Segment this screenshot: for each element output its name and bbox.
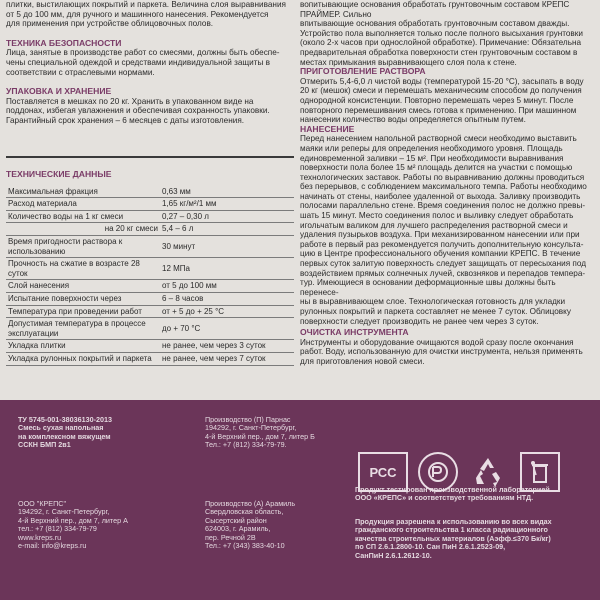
- text-line: по СП 2.6.1.2800-10. Сан ПиН 2.6.1.2523-09,: [355, 542, 506, 552]
- text-line: для применения при устройстве облицовочных полов.: [6, 19, 214, 29]
- text-line: СанПиН 2.6.1.2612-10.: [355, 550, 432, 560]
- text-line: единовременной заливки – 15 м². При необходимости выравнивания: [300, 153, 564, 163]
- tech-label: Слой нанесения: [6, 280, 160, 293]
- packing-title: УПАКОВКА И ХРАНЕНИЕ: [6, 86, 112, 97]
- text-line: маяки или реперы для определения необходимого уровня. Площадь: [300, 143, 563, 153]
- section-divider: [6, 156, 294, 158]
- tech-value: 30 минут: [160, 235, 294, 257]
- tech-label: Укладка рулонных покрытий и паркета: [6, 352, 160, 365]
- tech-label: на 20 кг смеси: [6, 223, 160, 236]
- text-line: поверхности пола более 15 м² площадь делится на участки с помощью: [300, 163, 573, 173]
- text-line: соответствии с отраслевыми нормами.: [6, 67, 155, 77]
- text-line: Смесь сухая напольная: [18, 423, 104, 433]
- tech-value: от + 5 до + 25 °С: [160, 305, 294, 318]
- tech-value: 0,63 мм: [160, 186, 294, 198]
- tech-label: Температура при проведении работ: [6, 305, 160, 318]
- text-line: Лица, занятые в производстве работ со смесями, должны быть обеспе-: [6, 48, 280, 58]
- text-line: Продукция разрешена к использованию во всех видах: [355, 517, 552, 526]
- apply-text: [300, 134, 594, 326]
- intro-text: [6, 0, 294, 29]
- tech-label: Укладка плитки: [6, 340, 160, 353]
- tech-value: от 5 до 100 мм: [160, 280, 294, 293]
- text-line: предварительная обработка поверхности стен грунтовочным составом в: [300, 47, 578, 57]
- text-line: Продукт тестирован производственной лабораторией: [355, 485, 550, 494]
- text-line: повторного перемешивания смесь готова к применению. При машинном: [300, 105, 577, 115]
- text-line: Отмерить 5,4-6,0 л чистой воды (температурой 15-20 °С), засыпать в воду: [300, 76, 584, 86]
- text-line: ООО «КРЕПС» и соответствует требованиям НТД.: [355, 493, 534, 503]
- text-line: Поставляется в мешках по 20 кг. Хранить в упакованном виде на: [6, 96, 254, 106]
- text-line: ТУ 5745-001-38036130-2013: [18, 415, 112, 424]
- pcc-cert-logo: [358, 452, 408, 492]
- text-line: без перерывов, с соблюдением максимального темпа. Работы необходимо: [300, 182, 587, 192]
- tech-value: 1,65 кг/м²/1 мм: [160, 198, 294, 211]
- tech-row: [6, 280, 294, 293]
- text-line: тел.: +7 (812) 334-79-79: [18, 524, 97, 534]
- tech-label: Прочность на сжатие в возрасте 28 суток: [6, 258, 160, 280]
- text-line: 4-й Верхний пер., дом 7, литер Б: [205, 431, 315, 441]
- tech-label: Допустимая температура в процессе эксплуатации: [6, 318, 160, 340]
- tech-label: Максимальная фракция: [6, 186, 160, 198]
- text-line: 194292, г. Санкт-Петербург,: [205, 423, 297, 433]
- production-parnas: [205, 416, 345, 450]
- text-line: чены специальной одеждой и средствами индивидуальной защиты в: [6, 57, 270, 67]
- tech-value: 0,27 – 0,30 л: [160, 210, 294, 223]
- text-line: на комплексном вяжущем: [18, 431, 111, 441]
- text-line: ООО "КРЕПС": [18, 499, 67, 508]
- text-line: 20 кг (мешок) смеси и перемешать механическим способом до получения: [300, 86, 582, 96]
- tech-title: ТЕХНИЧЕСКИЕ ДАННЫЕ: [6, 169, 112, 179]
- clean-text: [300, 338, 594, 367]
- text-line: ССКН БМП 2в1: [18, 440, 71, 450]
- text-line: Тел.: +7 (812) 334-79-79.: [205, 440, 287, 450]
- tech-row: [6, 210, 294, 223]
- text-line: ны в выравнивающем слое. Технологическая готовность для укладки: [300, 297, 566, 307]
- rst-symbol-icon: [425, 459, 451, 485]
- tech-label: Испытание поверхности через: [6, 292, 160, 305]
- text-line: гражданского строительства 1 класса радиационного: [355, 525, 548, 535]
- tech-value: не ранее, чем через 7 суток: [160, 352, 294, 365]
- tech-label: Количество воды на 1 кг смеси: [6, 210, 160, 223]
- text-line: Тел.: +7 (343) 383-40-10: [205, 541, 285, 551]
- pcc-logo-text: РСС: [369, 464, 397, 480]
- safety-title: ТЕХНИКА БЕЗОПАСНОСТИ: [6, 37, 122, 48]
- text-line: игольчатым валиком для лучшего распределения растворной смеси и: [300, 220, 568, 230]
- right-column: [300, 0, 594, 367]
- company-block: [18, 500, 128, 550]
- text-line: вопитывающие основания обработать грунтовочным составом КРЕПС ПРАЙМЕР. Сильно: [300, 0, 570, 19]
- text-line: от 5 до 100 мм, для ручного и машинного нанесения. Рекомендуется: [6, 9, 269, 19]
- safety-text: [6, 48, 294, 77]
- text-line: e-mail: info@kreps.ru: [18, 541, 87, 551]
- left-column: [6, 0, 294, 126]
- text-line: 194292, г. Санкт-Петербург,: [18, 507, 110, 517]
- text-line: впитывающие основания обработать грунтовочным составом дважды.: [300, 19, 570, 29]
- tech-label: Время пригодности раствора к использованию: [6, 235, 160, 257]
- text-line: качества строительных материалов (Аэфф.≤370 Бк/кг): [355, 533, 551, 543]
- tech-row: [6, 186, 294, 198]
- tech-section: [6, 170, 294, 366]
- tech-row: [6, 305, 294, 318]
- tech-table: [6, 186, 294, 366]
- recycle-icon: [468, 452, 508, 492]
- text-line: технологических заставок. Работы по выравниванию должны проводиться: [300, 172, 585, 182]
- text-line: Свердловская область,: [205, 507, 284, 517]
- text-line: поддонах, избегая увлажнения и обеспечивая сохранность упаковки.: [6, 106, 270, 116]
- tech-row: [6, 198, 294, 211]
- production-aramil: [205, 500, 345, 550]
- text-line: цию в Центре профессионального обучения компании КРЕПС. В течение: [300, 249, 581, 259]
- tech-value: не ранее, чем через 3 суток: [160, 340, 294, 353]
- trash-bin-icon: [520, 452, 560, 492]
- mix-text: [300, 77, 594, 125]
- text-line: работе в первый раз рекомендуется получить дополнительную консульта-: [300, 239, 584, 249]
- clean-title: ОЧИСТКА ИНСТРУМЕНТА: [300, 327, 409, 338]
- rst-cert-icon: [418, 452, 458, 492]
- text-line: (около 2-х часов при однослойной обработке). Примечание: Обязательна: [300, 38, 582, 48]
- text-line: однородной консистенции. Повторно перемешать через 5 минут. После: [300, 95, 574, 105]
- tech-label: Расход материала: [6, 198, 160, 211]
- text-line: работ. Воду, использованную для очистки инструмента, нельзя применять: [300, 347, 583, 357]
- text-line: нанесении количество воды определяется опытным путем.: [300, 115, 526, 125]
- permit-statement: [355, 518, 600, 560]
- tech-value: 5,4 – 6 л: [160, 223, 294, 236]
- text-line: Устройство пола выполняется только после полного высыхания грунтовки: [300, 28, 583, 38]
- tech-row: [6, 223, 294, 236]
- text-line: Сысертский район: [205, 515, 267, 525]
- bottom-band: [0, 400, 600, 600]
- text-line: Производство (А) Арамиль: [205, 499, 296, 508]
- preparation-text: [300, 0, 594, 67]
- packing-text: [6, 97, 294, 126]
- text-line: удаления пузырьков воздуха. При механизированном нанесении или при: [300, 230, 580, 240]
- tech-row: [6, 318, 294, 340]
- text-line: Производство (П) Парнас: [205, 415, 291, 424]
- tech-value: до + 70 °С: [160, 318, 294, 340]
- text-line: полосами параллельно стене. Время соединения полос не должно превы-: [300, 201, 586, 211]
- text-line: 624003, г. Арамиль,: [205, 524, 271, 534]
- text-line: поверхности следует производить не ранее чем через 3 суток.: [300, 316, 539, 326]
- apply-title: НАНЕСЕНИЕ: [300, 123, 355, 134]
- tech-row: [6, 258, 294, 280]
- mix-title: ПРИГОТОВЛЕНИЕ РАСТВОРА: [300, 66, 426, 77]
- text-line: шать 15 минут. Место соединения полос и выливку следует обработать: [300, 211, 574, 221]
- tech-row: [6, 352, 294, 365]
- text-line: тур. Имеющиеся в основании деформационные швы должны быть перенесе-: [300, 278, 556, 297]
- text-line: местах примыкания выравнивающего слоя пола к стене.: [300, 57, 517, 67]
- tech-row: [6, 340, 294, 353]
- text-line: пер. Речной 2В: [205, 532, 256, 542]
- tech-row: [6, 292, 294, 305]
- text-line: воздействием прямых солнечных лучей, сквозняков и перепадов темпера-: [300, 268, 586, 278]
- tech-value: 6 – 8 часов: [160, 292, 294, 305]
- text-line: www.kreps.ru: [18, 532, 62, 542]
- text-line: первых суток залитую поверхность следует защищать от пересыхания под: [300, 259, 586, 269]
- tech-row: [6, 235, 294, 257]
- text-line: начинать от стены, наиболее удаленной от выхода. Заливку производить: [300, 191, 581, 201]
- text-line: Инструменты и оборудование очищаются водой сразу после окончания: [300, 337, 574, 347]
- text-line: для приготовления новой смеси.: [300, 356, 425, 366]
- text-line: рулонных покрытий и паркета составляет не менее 7 суток. Облицовку: [300, 307, 571, 316]
- spec-block: [18, 416, 112, 450]
- tech-value: 12 МПа: [160, 258, 294, 280]
- text-line: плитки, выстилающих покрытий и паркета. Величина слоя выравнивания: [6, 0, 286, 9]
- text-line: 4-й Верхний пер., дом 7, литер А: [18, 515, 128, 525]
- text-line: Гарантийный срок хранения – 6 месяцев с даты изготовления.: [6, 115, 245, 125]
- text-line: Перед нанесением напольной растворной смеси необходимо выставить: [300, 134, 577, 144]
